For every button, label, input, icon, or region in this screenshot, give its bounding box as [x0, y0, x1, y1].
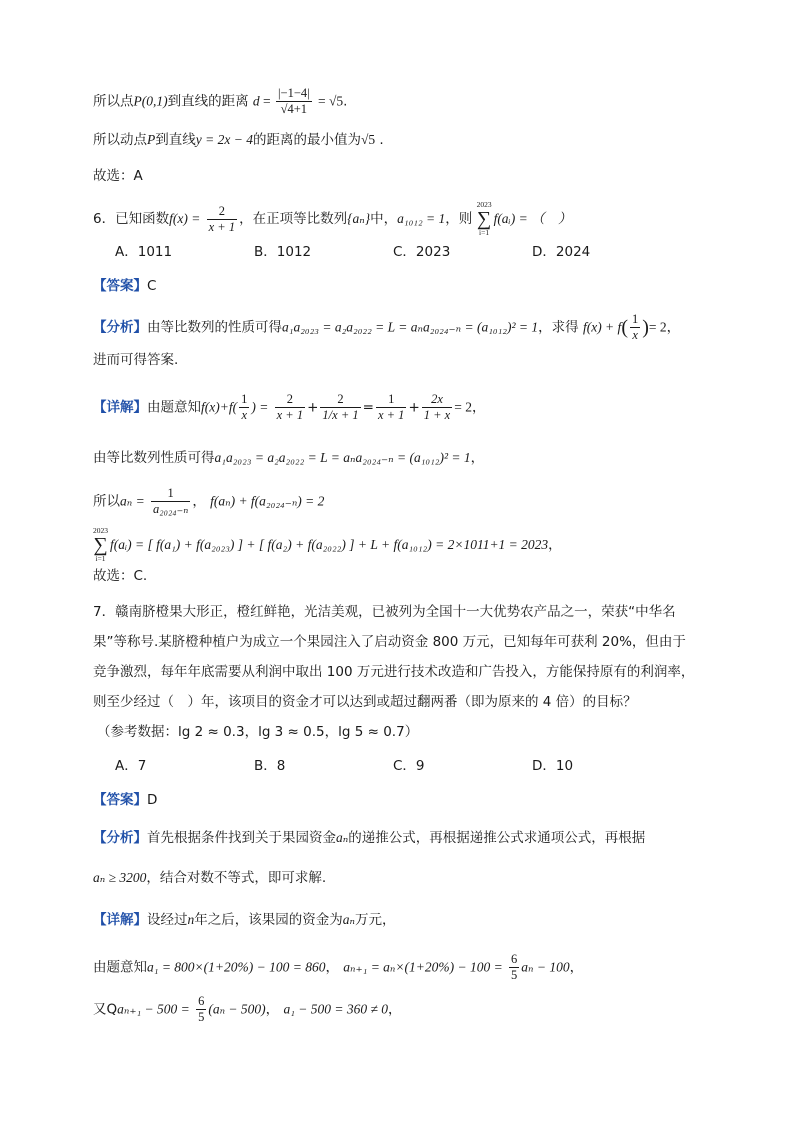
option-d: D．2024 [532, 244, 591, 260]
equation: a₁ − 500 = 360 ≠ 0 [283, 1001, 389, 1017]
inequality: aₙ ≥ 3200 [93, 870, 147, 885]
text: 首先根据条件找到关于果园资金 [147, 830, 336, 846]
equation: aₙ₊₁ = aₙ×(1+20%) − 100 = [343, 959, 503, 975]
text: 所以 [93, 493, 120, 510]
q6-answer [93, 276, 754, 296]
answer-value: D [147, 792, 158, 808]
answer-tag: 【答案】 [93, 792, 147, 808]
q7-analysis-2 [93, 868, 754, 888]
answer-value: C [147, 278, 157, 294]
q7-options [115, 756, 754, 776]
text: 到直线 [155, 132, 196, 148]
option-d: D．10 [532, 758, 574, 774]
equation: f(aₙ) + f(a₂₀₂₄₋ₙ) = 2 [210, 493, 325, 509]
q6-detail-3: 所以aₙ = $\frac{1}{\text{a₂₀₂₄₋ₙ}}$ ， f(aₙ) + f(a₂₀₂₄₋ₙ) = 2 [93, 486, 325, 516]
text: 中， [370, 211, 398, 227]
min-value: √5 [360, 132, 376, 147]
text: 的递推公式，再根据递推公式求通项公式，再根据 [348, 830, 646, 846]
sum-symbol: 2023 ∑ i=1 [476, 200, 492, 237]
distance-line: 所以点P(0,1)到直线的距离 d = $\frac{|-1-4|}{√4+1}$ = √5. [93, 86, 348, 116]
analysis-tag: 【分析】 [93, 830, 147, 846]
text: 的距离的最小值为 [252, 132, 361, 148]
answer-tag: 【答案】 [93, 278, 147, 294]
q7-analysis: 【分析】首先根据条件找到关于果园资金aₙ的递推公式，再根据递推公式求通项公式，再根据 [93, 830, 646, 846]
question-number: 6．已知函数 [93, 211, 170, 227]
text: ，在正项等比数列 [239, 211, 348, 227]
equation: a₁a₂₀₂₃ = a₂a₂₀₂₂ = L = aₙa₂₀₂₄₋ₙ = (a₁₀₁₂)² = 1 [214, 450, 471, 465]
option-a: A．1011 [115, 244, 173, 260]
equation: f(x)+f( [201, 399, 238, 415]
q6-detail-4: 2023 ∑ i=1 f(aᵢ) = [ f(a₁) + f(a₂₀₂₃) ] + [ f(a₂) + f(a₂₀₂₂) ] + L + f(a₁₀₁₂) = 2×1011+1 = 2023， [93, 526, 562, 563]
q7-p2: 果”等称号.某脐橙种植户为成立一个果园注入了启动资金 800 万元，已知每年可获利 20%，但由于 [93, 634, 686, 650]
equation: a₁ = 800×(1+20%) − 100 = 860 [147, 959, 326, 975]
equation: aₙ₊₁ − 500 = [117, 1001, 190, 1017]
q7-detail: 【详解】设经过n年之后，该果园的资金为aₙ万元， [93, 912, 396, 928]
q6-stem [93, 200, 754, 238]
q7-answer [93, 790, 754, 810]
equation: f(aᵢ) = [ f(a₁) + f(a₂₀₂₃) ] + [ f(a₂) + f(a₂₀₂₂) ] + L + f(a₁₀₁₂) = 2×1011+1 = 2023 [110, 537, 549, 552]
option-a: A．7 [115, 758, 147, 774]
distance-fraction: $\frac{|-1-4|}{√4+1}$ [278, 86, 310, 116]
text: 所以点 [93, 93, 134, 110]
sum-body: f(aᵢ) = （ ） [493, 211, 572, 226]
equation: f(x) + f [582, 319, 622, 335]
sequence: {aₙ} [347, 211, 371, 226]
min-distance-line: 所以动点P到直线y = 2x − 4的距离的最小值为√5 . [93, 132, 384, 148]
text: ，则 [445, 211, 473, 227]
result: = √5 [317, 93, 344, 109]
text: 由题意知 [147, 399, 201, 416]
var-d: d [252, 93, 260, 109]
text: 到直线的距离 [167, 93, 249, 110]
q6-detail-2: 由等比数列性质可得a₁a₂₀₂₃ = a₂a₂₀₂₂ = L = aₙa₂₀₂₄₋ₙ = (a₁₀₁₂)² = 1， [93, 450, 485, 466]
choice-line: 故选：A [93, 168, 143, 184]
text: ，结合对数不等式，即可求解. [146, 870, 327, 886]
function-def: f(x) = [169, 211, 201, 226]
detail-tag: 【详解】 [93, 399, 147, 416]
text: 所以动点 [93, 132, 147, 148]
text: ，求得 [538, 319, 579, 336]
option-c: C．9 [393, 758, 425, 774]
var-p: P [147, 132, 156, 147]
analysis-tag: 【分析】 [93, 319, 147, 336]
q7-p1: 7．赣南脐橙果大形正，橙红鲜艳，光洁美观，已被列为全国十一大优势农产品之一，荣获“中华名 [93, 604, 676, 620]
text: 由等比数列性质可得 [93, 450, 215, 466]
function-fraction: $\frac{2}{x + 1}$ [208, 203, 236, 234]
option-c: C．2023 [393, 244, 451, 260]
point-label: P(0,1) [133, 93, 168, 109]
sum-symbol: 2023 ∑ i=1 [93, 526, 108, 563]
q6-detail: 【详解】由题意知f(x)+f( $\frac{1}{x}$ ) = $\frac{2}{x + 1}$ + $\frac{2}{1/x + 1}$ = $\frac{1}{x + 1}$ + $\frac{2x}{1 + x}$ = 2， [93, 392, 486, 422]
q7-p4: 则至少经过（ ）年，该项目的资金才可以达到或超过翻两番（即为原来的 4 倍）的目标？ [93, 694, 637, 710]
option-b: B．1012 [254, 244, 312, 260]
q7-ref: （参考数据：lg 2 ≈ 0.3，lg 3 ≈ 0.5，lg 5 ≈ 0.7） [97, 724, 419, 740]
q7-detail-2: 由题意知a₁ = 800×(1+20%) − 100 = 860， aₙ₊₁ = aₙ×(1+20%) − 100 = $\frac{6}{5}$ aₙ − 100， [93, 952, 584, 982]
equation: a₁a₂₀₂₃ = a₂a₂₀₂₂ = L = aₙa₂₀₂₄₋ₙ = (a₁₀₁₂)² = 1 [282, 319, 539, 335]
line-equation: y = 2x − 4 [195, 132, 253, 147]
q7-p3: 竞争激烈，每年年底需要从利润中取出 100 万元进行技术改造和广告投入，方能保持原有的利润率， [93, 664, 695, 680]
text: 由等比数列的性质可得 [147, 319, 282, 336]
detail-tag: 【详解】 [93, 912, 147, 928]
condition: a₁₀₁₂ = 1 [397, 211, 446, 226]
q7-detail-3: 又Qaₙ₊₁ − 500 = $\frac{6}{5}$ (aₙ − 500)， a₁ − 500 = 360 ≠ 0， [93, 994, 402, 1024]
equation-end: = 2 [648, 319, 667, 335]
q6-analysis: 【分析】由等比数列的性质可得a₁a₂₀₂₃ = a₂a₂₀₂₂ = L = aₙa₂₀₂₄₋ₙ = (a₁₀₁₂)² = 1，求得 f(x) + f( $\frac{1}{x}$ )= 2， [93, 312, 681, 342]
equation: aₙ = [120, 493, 145, 509]
analysis-cont: 进而可得答案. [93, 352, 179, 368]
q6-choose: 故选：C. [93, 568, 148, 584]
option-b: B．8 [254, 758, 286, 774]
q6-options [115, 242, 754, 262]
